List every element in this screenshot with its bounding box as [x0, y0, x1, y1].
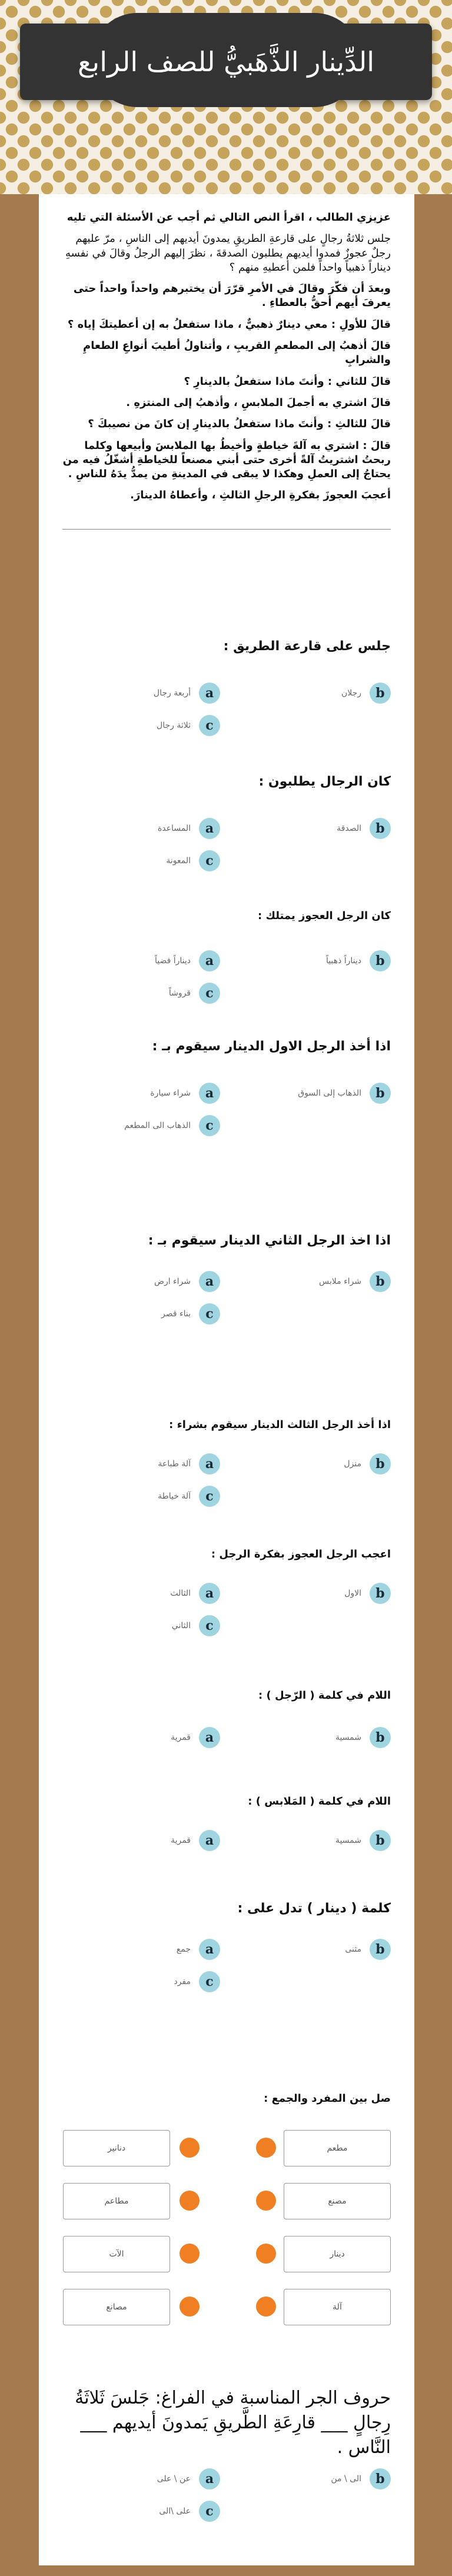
passage-p7: قالَ للثالثِ : وأنتَ ماذا ستفعلُ بالدينارِ إن كانَ من نصيبكَ ؟ — [88, 418, 391, 431]
option-label: ثلاثة رجال — [157, 721, 191, 730]
option-letter: c — [199, 1971, 220, 1992]
match-left-item[interactable]: مصانع — [63, 2289, 170, 2325]
option-b[interactable] — [326, 950, 391, 971]
match-dot[interactable] — [180, 2138, 200, 2158]
passage-p6: قالَ اشتري به أجملَ الملابسِ ، وأذهبُ إلى المنتزهِ . — [126, 396, 391, 409]
option-c[interactable] — [172, 1615, 220, 1636]
match-right-item[interactable]: دينار — [284, 2236, 391, 2272]
option-c[interactable] — [169, 983, 220, 1004]
option-letter: a — [199, 1727, 220, 1748]
match-dot[interactable] — [180, 2244, 200, 2264]
option-label: المعونة — [166, 856, 191, 866]
option-letter: b — [370, 1830, 391, 1851]
option-label: بناء قصر — [161, 1309, 191, 1319]
option-b[interactable] — [345, 1939, 391, 1960]
match-dot[interactable] — [256, 2244, 276, 2264]
option-a[interactable] — [171, 1830, 220, 1851]
option-label: مثنى — [345, 1945, 361, 1954]
option-a[interactable] — [157, 2468, 220, 2490]
option-letter: a — [199, 1583, 220, 1604]
option-label: ديناراً فضياً — [154, 956, 191, 966]
page-title: الدِّينار الذَّهَبيُّ للصف الرابع — [77, 46, 375, 78]
matching-question — [39, 2092, 414, 2312]
option-b[interactable] — [344, 1583, 391, 1604]
passage-p9: أعجبَ العجوزَ بفكرةِ الرجلِ الثالثِ ، وأعطاهُ الدينارَ. — [130, 489, 391, 502]
option-c[interactable] — [161, 1303, 220, 1324]
option-letter: b — [370, 1727, 391, 1748]
worksheet — [39, 194, 414, 2565]
option-a[interactable] — [171, 1727, 220, 1748]
option-c[interactable] — [159, 2501, 220, 2522]
option-label: رجلان — [341, 688, 361, 698]
match-dot[interactable] — [256, 2138, 276, 2158]
option-letter: b — [370, 1939, 391, 1960]
option-b[interactable] — [319, 1271, 391, 1292]
option-label: الثاني — [171, 1621, 191, 1630]
match-left-item[interactable]: مطاعم — [63, 2183, 170, 2219]
option-letter: a — [199, 683, 220, 704]
option-letter: b — [370, 818, 391, 839]
question-text: اذا أخذ الرجل الاول الدينار سيقوم بـ : — [152, 1039, 391, 1054]
match-dot[interactable] — [180, 2297, 200, 2317]
option-letter: b — [370, 1453, 391, 1475]
option-b[interactable] — [335, 1727, 391, 1748]
matching-title: صل بين المفرد والجمع : — [264, 2092, 391, 2105]
option-label: شراء ملابس — [319, 1277, 361, 1286]
option-letter: b — [370, 1083, 391, 1104]
option-a[interactable] — [158, 818, 220, 839]
match-dot[interactable] — [256, 2191, 276, 2211]
option-letter: b — [370, 1271, 391, 1292]
question-text: اعجب الرجل العجوز بفكرة الرجل : — [211, 1548, 391, 1560]
passage-p4: قالَ أذهبُ إلى المطعمِ القريبِ ، وأتناولُ أطيبَ أنواعِ الطعامِ والشرابِ — [83, 340, 391, 367]
question-4 — [39, 1039, 414, 1133]
instruction: عزيزي الطالب ، اقرأ النص التالي ثم أجب عن الأسئلة التي تليه — [67, 211, 391, 224]
fill-question — [39, 2386, 414, 2519]
passage-p1: جلس ثلاثةُ رجالٍ على قارعةِ الطريقِ يمدونَ أيديهم إلى الناسِ ، مرّ عليهم رجلٌ عجوزٌ فمدوا أيديهم يطلبون الصدقةَ ، نظرَ إليهم الرجلُ وقالَ في نفسهِ ديناراً ذهبياً واحداً فلمن أعطيهِ منهم ؟ — [65, 232, 391, 274]
option-c[interactable] — [157, 715, 220, 736]
match-dot[interactable] — [256, 2297, 276, 2317]
option-letter: a — [199, 950, 220, 971]
question-8 — [39, 1689, 414, 1745]
title-banner — [20, 24, 432, 100]
option-label: آلة طباعة — [158, 1459, 191, 1469]
option-label: الثالث — [170, 1589, 191, 1598]
option-label: قروشاً — [168, 989, 191, 998]
option-letter: b — [370, 683, 391, 704]
option-c[interactable] — [158, 1486, 220, 1507]
option-letter: c — [199, 850, 220, 871]
option-letter: a — [199, 818, 220, 839]
option-a[interactable] — [170, 1583, 220, 1604]
fill-question-text: حروف الجر المناسبة في الفراغ: جَلسَ ثَلاثَةُ رِجالٍ ___ قارِعَةِ الطَّريقِ يَمدونَ أيديهم ___ النَّاس . — [75, 2388, 391, 2458]
question-text: كان الرجال يطلبون : — [258, 774, 391, 789]
option-label: الذهاب الى المطعم — [124, 1121, 191, 1130]
match-right-item[interactable]: آلة — [284, 2289, 391, 2325]
option-label: المساعدة — [157, 824, 191, 833]
option-letter: c — [199, 983, 220, 1004]
question-1 — [39, 638, 414, 733]
question-10 — [39, 1901, 414, 1989]
question-5 — [39, 1233, 414, 1322]
option-label: شراء سيارة — [150, 1089, 191, 1098]
option-label: آلة خياطة — [158, 1492, 191, 1501]
option-letter: a — [199, 1271, 220, 1292]
option-a[interactable] — [150, 1083, 220, 1104]
option-letter: c — [199, 1615, 220, 1636]
option-label: ديناراً ذهبياً — [325, 956, 361, 966]
option-letter: c — [199, 715, 220, 736]
match-left-item[interactable]: دنانير — [63, 2130, 170, 2166]
option-letter: b — [370, 2468, 391, 2490]
question-text: اللام في كلمة ( المَلابس ) : — [248, 1795, 391, 1808]
option-label: منزل — [344, 1459, 361, 1469]
option-a[interactable] — [158, 1453, 220, 1475]
option-letter: b — [370, 1583, 391, 1604]
option-label: شمسية — [335, 1836, 361, 1845]
passage-p2: وبعدَ أن فكّرَ وقالَ في الأمرِ قرّرَ أن يختبرهم واحداً واحداً حتى يعرفَ أيهم أحقُّ بالعطاءِ . — [73, 282, 391, 309]
option-b[interactable] — [298, 1083, 391, 1104]
divider — [62, 529, 391, 530]
option-label: مفرد — [174, 1977, 191, 1986]
option-letter: c — [199, 1115, 220, 1136]
option-b[interactable] — [337, 818, 391, 839]
option-label: الى \ من — [331, 2474, 361, 2484]
option-letter: a — [199, 1453, 220, 1475]
option-letter: c — [199, 1486, 220, 1507]
question-6 — [39, 1418, 414, 1504]
option-a[interactable] — [177, 1939, 220, 1960]
option-label: أربعة رجال — [153, 688, 191, 698]
option-letter: c — [199, 2501, 220, 2522]
reading-passage — [39, 194, 414, 503]
question-text: اللام في كلمة ( الرّجل ) : — [258, 1689, 391, 1702]
option-label: الاول — [344, 1589, 361, 1598]
option-label: شراء ارض — [154, 1277, 191, 1286]
option-letter: b — [370, 950, 391, 971]
option-letter: a — [199, 1830, 220, 1851]
question-3 — [39, 909, 414, 1001]
option-label: عن \ على — [157, 2474, 191, 2484]
option-label: قمرية — [171, 1836, 191, 1845]
option-b[interactable] — [331, 2468, 391, 2490]
option-a[interactable] — [154, 683, 220, 704]
option-a[interactable] — [155, 950, 220, 971]
option-a[interactable] — [154, 1271, 220, 1292]
option-c[interactable] — [124, 1115, 220, 1136]
option-label: الصدقة — [337, 824, 361, 833]
question-text: جلس على قارعة الطريق : — [223, 639, 391, 654]
question-text: اذا أخذ الرجل الثالث الدينار سيقوم بشراء : — [169, 1419, 391, 1431]
option-b[interactable] — [335, 1830, 391, 1851]
option-b[interactable] — [344, 1453, 391, 1475]
question-9 — [39, 1795, 414, 1848]
question-text: كان الرجل العجوز يمتلك : — [257, 910, 391, 922]
match-right-item[interactable]: مطعم — [284, 2130, 391, 2166]
passage-p5: قالَ للثاني : وأنتَ ماذا ستفعلُ بالدينارِ ؟ — [184, 375, 391, 388]
option-label: شمسية — [335, 1733, 361, 1742]
passage-p8: قالَ : اشتري به آلةَ خياطةٍ وأخيطُ بها الملابسَ وأبيعها وكلما ربحتُ اشتريتُ آلةً أخرى حتى أبني مصنعاً للخياطةِ أشغّلُ فيه من يحتاجُ إلى العملِ وهكذا لا يبقى في المدينةِ من يمدُّ يدَهُ للناسِ . — [62, 439, 391, 481]
question-text: كلمة ( دينار ) تدل على : — [237, 1901, 391, 1916]
option-label: الذهاب إلى السوق — [298, 1089, 361, 1098]
option-label: جمع — [176, 1945, 191, 1954]
match-right-item[interactable]: مصنع — [284, 2183, 391, 2219]
option-letter: c — [199, 1303, 220, 1324]
question-2 — [39, 774, 414, 868]
option-c[interactable] — [174, 1971, 220, 1992]
option-label: على \الى — [159, 2507, 191, 2516]
option-b[interactable] — [341, 683, 391, 704]
match-left-item[interactable]: الآت — [63, 2236, 170, 2272]
option-label: قمرية — [171, 1733, 191, 1742]
option-letter: a — [199, 1939, 220, 1960]
option-letter: a — [199, 1083, 220, 1104]
match-dot[interactable] — [180, 2191, 200, 2211]
option-letter: a — [199, 2468, 220, 2490]
passage-p3: قالَ للأولِ : معي دينارٌ ذهبيٌّ ، ماذا ستفعلُ به إن أعطيتكَ إياه ؟ — [67, 318, 391, 331]
question-text: اذا اخذ الرجل الثاني الدينار سيقوم بـ : — [148, 1233, 391, 1248]
option-c[interactable] — [166, 850, 220, 871]
question-7 — [39, 1547, 414, 1633]
